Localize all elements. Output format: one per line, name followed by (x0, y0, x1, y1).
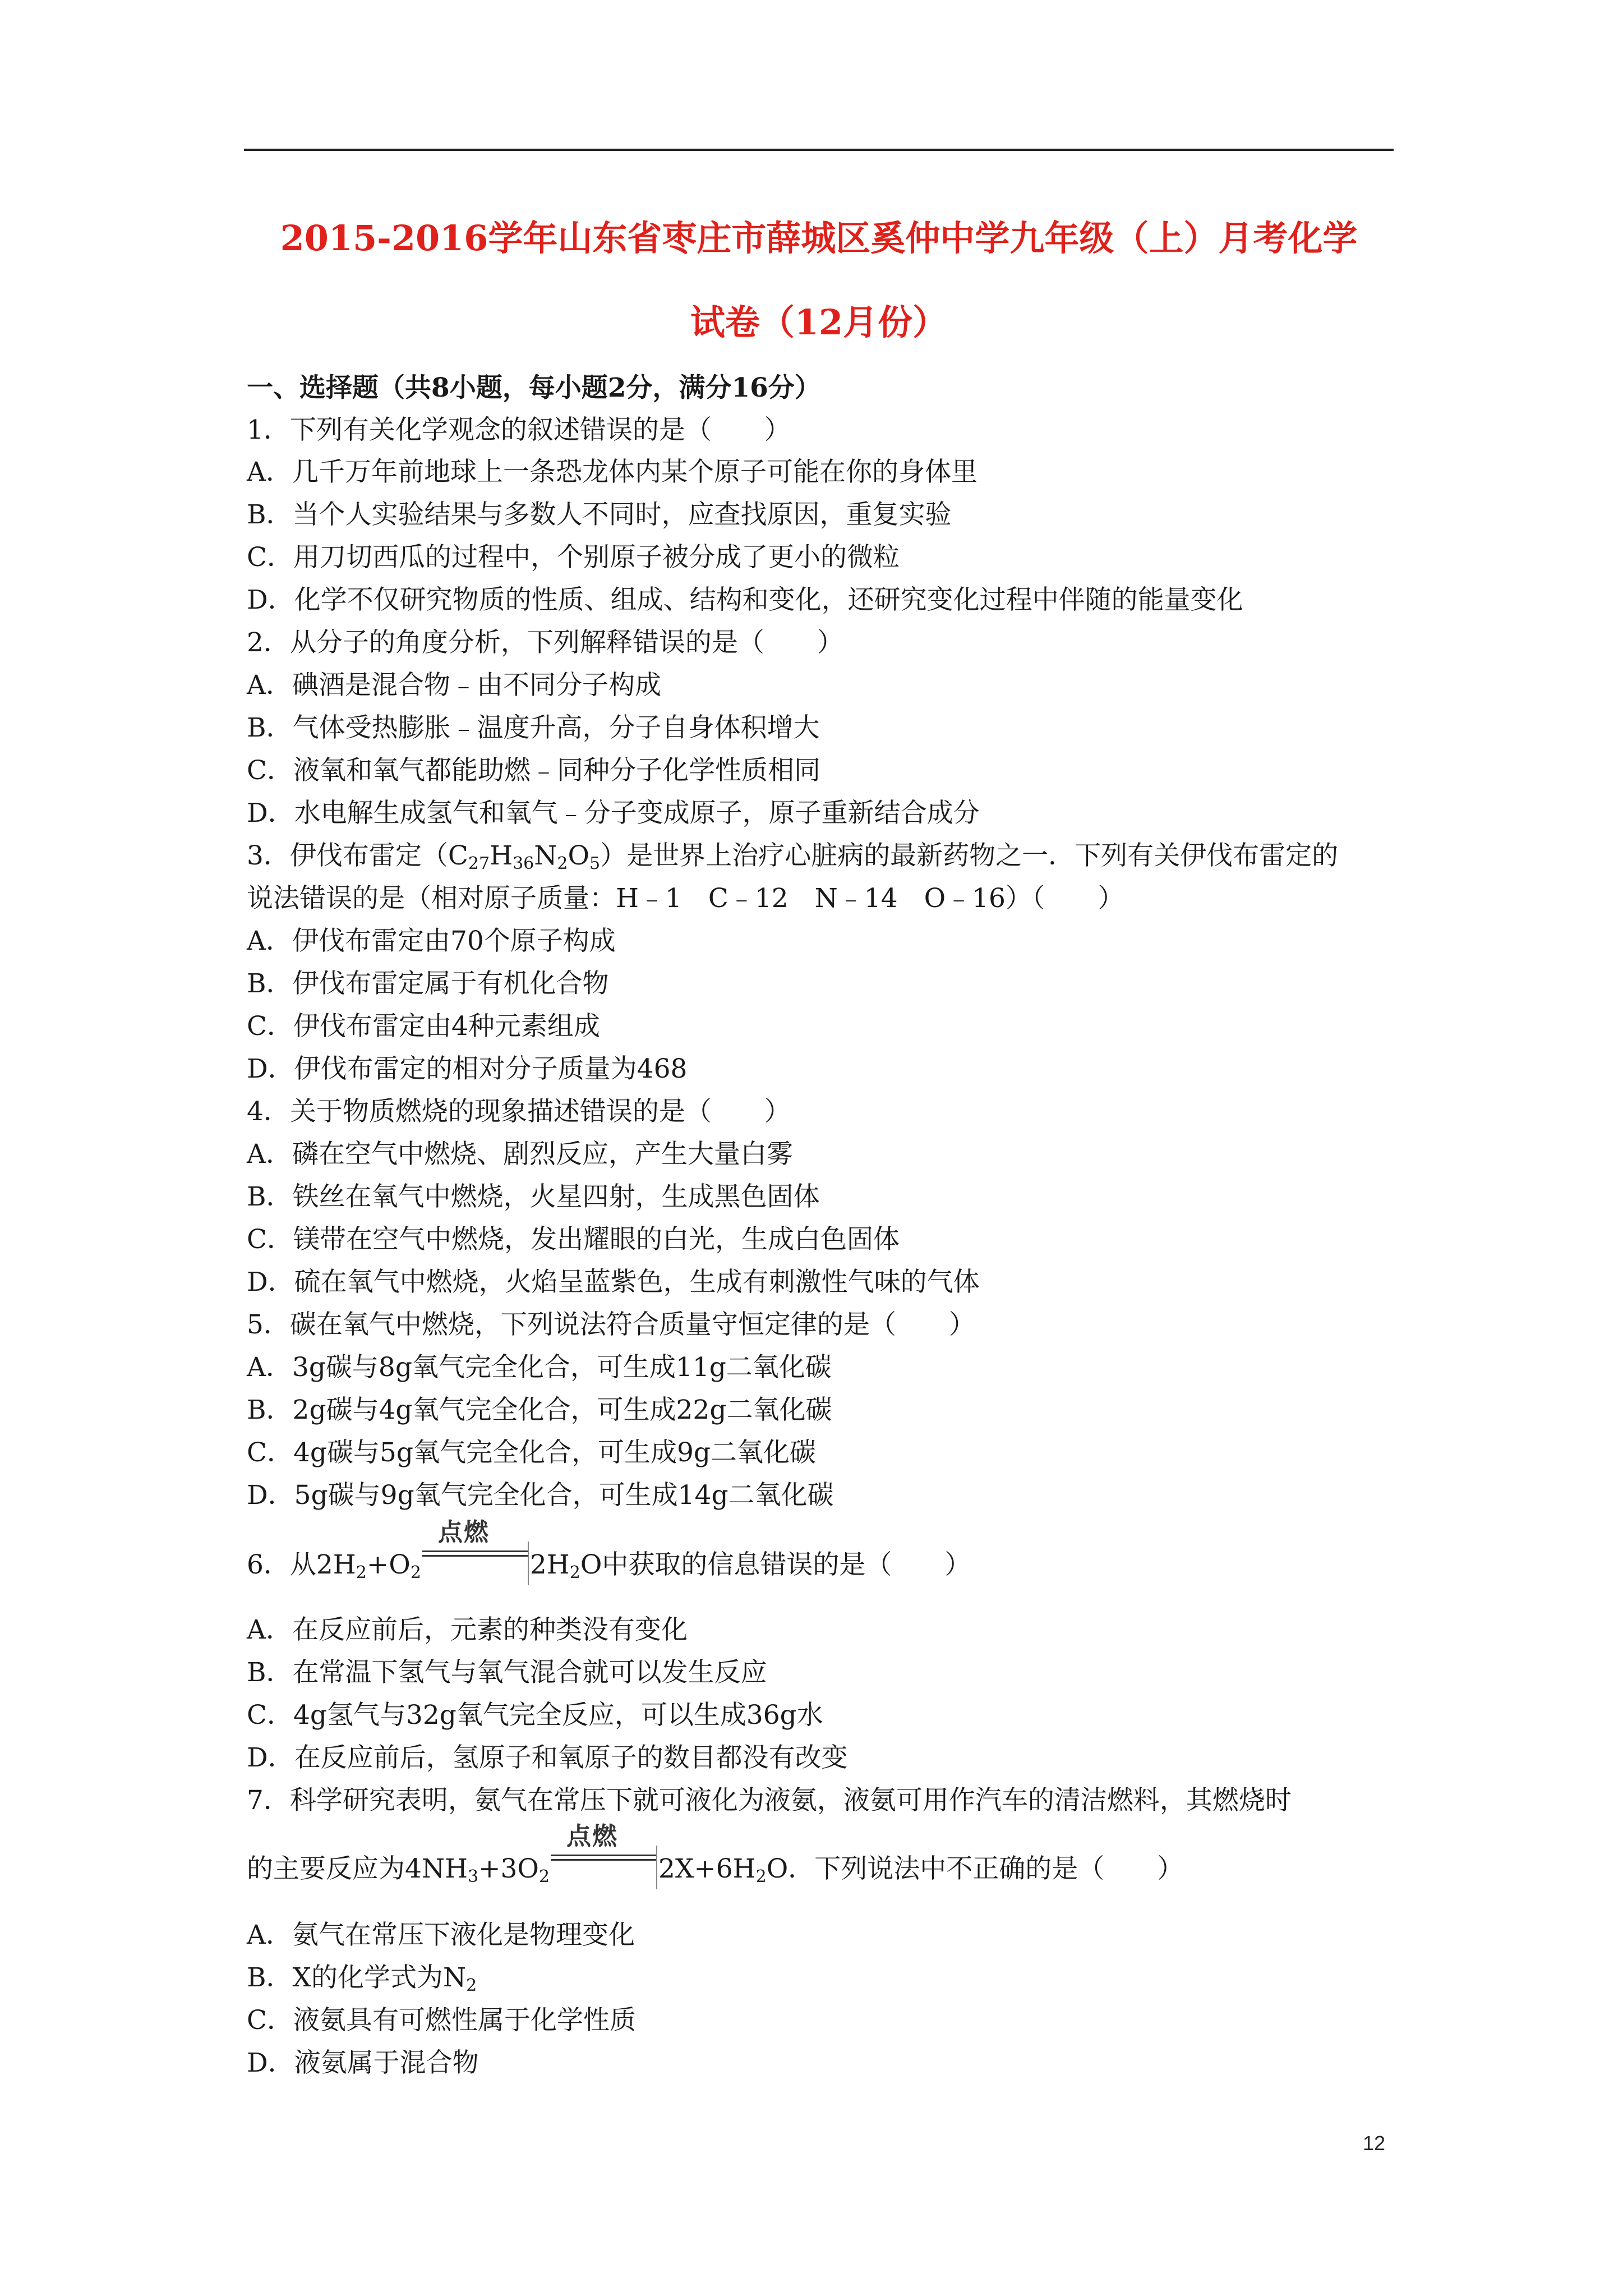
q3-option-c: C．伊伐布雷定由4种元素组成 (247, 1011, 600, 1042)
q3-stem: 3．伊伐布雷定$(C_{27}H_{36}N_2O_5)$是世界上治疗心脏病的最新药物之一．下列有关伊伐布雷定的 (247, 840, 1339, 873)
q3-option-b: B．伊伐布雷定属于有机化合物 (247, 968, 609, 999)
q6-option-c: C．4g氢气与32g氧气完全反应，可以生成36g水 (247, 1700, 823, 1731)
q4-option-b: B．铁丝在氧气中燃烧，火星四射，生成黑色固体 (247, 1181, 820, 1212)
q7-option-b: B．X的化学式为$N_2$ (247, 1962, 477, 1995)
q2-stem: 2．从分子的角度分析，下列解释错误的是（ ） (247, 627, 843, 658)
section-heading: 一、选择题（共8小题，每小题2分，满分16分） (247, 372, 821, 403)
q4-option-c: C．镁带在空气中燃烧，发出耀眼的白光，生成白色固体 (247, 1224, 900, 1255)
page-number: 12 (1363, 2132, 1386, 2155)
q2-option-d: D．水电解生成氢气和氧气﹣分子变成原子，原子重新结合成分 (247, 798, 980, 829)
header-rule (244, 149, 1394, 151)
q2-option-b: B．气体受热膨胀﹣温度升高，分子自身体积增大 (247, 712, 820, 743)
q1-option-c: C．用刀切西瓜的过程中，个别原子被分成了更小的微粒 (247, 542, 900, 573)
q6-option-d: D．在反应前后，氢原子和氧原子的数目都没有改变 (247, 1742, 848, 1773)
q1-option-b: B．当个人实验结果与多数人不同时，应查找原因，重复实验 (247, 499, 952, 530)
q5-option-c: C．4g碳与5g氧气完全化合，可生成9g二氧化碳 (247, 1437, 816, 1468)
q6-stem: 6．从$2H_2+O_2$ 点燃 $2H_2O$中获取的信息错误的是（ ） (247, 1547, 971, 1591)
q4-stem: 4．关于物质燃烧的现象描述错误的是（ ） (247, 1096, 791, 1127)
reaction-condition-equals-sign: 点燃 (422, 1547, 529, 1583)
q5-option-a: A．3g碳与8g氧气完全化合，可生成11g二氧化碳 (247, 1352, 832, 1383)
q7-option-c: C．液氨具有可燃性属于化学性质 (247, 2005, 636, 2036)
exam-title-line1: 2015-2016学年山东省枣庄市薛城区奚仲中学九年级（上）月考化学 (280, 218, 1358, 259)
q3-option-a: A．伊伐布雷定由70个原子构成 (247, 926, 616, 956)
exam-title-line2: 试卷（12月份） (690, 302, 948, 343)
q6-option-b: B．在常温下氢气与氧气混合就可以发生反应 (247, 1657, 767, 1688)
q1-stem: 1．下列有关化学观念的叙述错误的是（ ） (247, 415, 791, 445)
q3-option-d: D．伊伐布雷定的相对分子质量为468 (247, 1053, 688, 1084)
q6-option-a: A．在反应前后，元素的种类没有变化 (247, 1614, 688, 1645)
q4-option-a: A．磷在空气中燃烧、剧烈反应，产生大量白雾 (247, 1139, 793, 1170)
q4-option-d: D．硫在氧气中燃烧，火焰呈蓝紫色，生成有刺激性气味的气体 (247, 1267, 980, 1297)
q2-option-a: A．碘酒是混合物﹣由不同分子构成 (247, 670, 661, 701)
q1-option-a: A．几千万年前地球上一条恐龙体内某个原子可能在你的身体里 (247, 457, 978, 487)
q3-stem-line2: 说法错误的是（相对原子质量：H﹣1 C﹣12 N﹣14 O﹣16）（ ） (247, 883, 1124, 914)
q2-option-c: C．液氧和氧气都能助燃﹣同种分子化学性质相同 (247, 755, 820, 786)
q7-stem-line2: 的主要反应为$4NH_3+3O_2$ 点燃 $2X+6H_2O$．下列说法中不正确的是（ ） (247, 1851, 1183, 1895)
q1-option-d: D．化学不仅研究物质的性质、组成、结构和变化，还研究变化过程中伴随的能量变化 (247, 585, 1243, 615)
q5-option-b: B．2g碳与4g氧气完全化合，可生成22g二氧化碳 (247, 1395, 832, 1425)
q7-stem-line1: 7．科学研究表明，氨气在常压下就可液化为液氨，液氨可用作汽车的清洁燃料，其燃烧时 (247, 1785, 1292, 1816)
reaction-condition-equals-sign: 点燃 (551, 1851, 657, 1887)
q7-option-a: A．氨气在常压下液化是物理变化 (247, 1920, 635, 1950)
q7-option-d: D．液氨属于混合物 (247, 2047, 479, 2078)
q5-option-d: D．5g碳与9g氧气完全化合，可生成14g二氧化碳 (247, 1480, 834, 1511)
q5-stem: 5．碳在氧气中燃烧，下列说法符合质量守恒定律的是（ ） (247, 1309, 975, 1340)
